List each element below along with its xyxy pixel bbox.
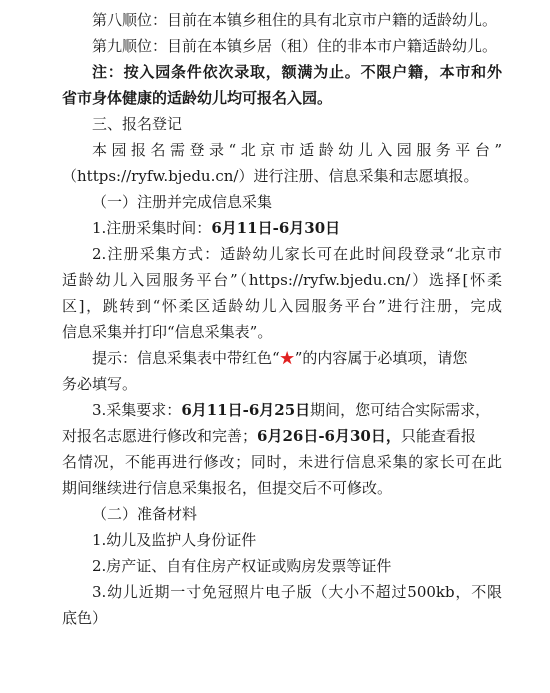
rank-nine-line: 第九顺位：目前在本镇乡居（租）住的非本市户籍适龄幼儿。 xyxy=(92,37,498,55)
tip-text-end: ”的内容属于必填项，请您 xyxy=(294,349,468,367)
subheading-register-collect: （一）注册并完成信息采集 xyxy=(92,193,273,211)
material-item-2: 2.房产证、自有住房产权证或购房发票等证件 xyxy=(92,557,392,575)
tip-line-1 xyxy=(92,348,502,368)
required-star-icon: ★ xyxy=(279,349,295,367)
collect-requirement-line-3: 名情况，不能再进行修改；同时，未进行信息采集的家长可在此 xyxy=(62,453,502,471)
tip-text-start: 提示：信息采集表中带红色“ xyxy=(92,349,280,367)
register-method-line-4: 信息采集并打印“信息采集表”。 xyxy=(62,323,273,341)
collect-edit-period: 6月11日-6月25日 xyxy=(181,401,311,419)
material-item-3-line-2: 底色） xyxy=(62,609,108,627)
collect-requirement-text: 期间，您可结合实际需求， xyxy=(310,401,491,419)
register-time-value: 6月11日-6月30日 xyxy=(211,219,341,237)
tip-line-2: 务必填写。 xyxy=(62,375,138,393)
registration-intro-line-2: （https://ryfw.bjedu.cn/）进行注册、信息采集和志愿填报。 xyxy=(62,167,479,185)
subheading-materials: （二）准备材料 xyxy=(92,505,198,523)
registration-intro-line-1: 本园报名需登录“北京市适龄幼儿入园服务平台” xyxy=(92,141,502,159)
material-item-3-line-1: 3.幼儿近期一寸免冠照片电子版（大小不超过500kb，不限 xyxy=(92,583,502,601)
register-method-line-1: 2.注册采集方式：适龄幼儿家长可在此时间段登录“北京市 xyxy=(92,245,502,263)
material-item-1: 1.幼儿及监护人身份证件 xyxy=(92,531,257,549)
register-time-label: 1.注册采集时间： xyxy=(92,219,212,237)
collect-requirement-line-1 xyxy=(92,400,502,420)
collect-requirement-text-3: 只能查看报 xyxy=(400,427,476,445)
collect-requirement-text-2: 对报名志愿进行修改和完善； xyxy=(62,427,258,445)
register-time-line xyxy=(92,218,502,238)
section-heading-registration: 三、报名登记 xyxy=(92,115,183,133)
collect-requirement-label: 3.采集要求： xyxy=(92,401,182,419)
collect-requirement-line-4: 期间继续进行信息采集报名，但提交后不可修改。 xyxy=(62,479,393,497)
register-method-line-2: 适龄幼儿入园服务平台”（https://ryfw.bjedu.cn/）选择[怀柔 xyxy=(62,271,502,289)
note-line-1: 注：按入园条件依次录取，额满为止。不限户籍，本市和外 xyxy=(92,63,502,81)
register-method-line-3: 区]，跳转到“怀柔区适龄幼儿入园服务平台”进行注册，完成 xyxy=(62,297,502,315)
collect-view-period: 6月26日-6月30日， xyxy=(257,427,401,445)
collect-requirement-line-2 xyxy=(62,426,502,446)
rank-eight-line: 第八顺位：目前在本镇乡租住的具有北京市户籍的适龄幼儿。 xyxy=(92,11,498,29)
note-line-2: 省市身体健康的适龄幼儿均可报名入园。 xyxy=(62,89,333,107)
